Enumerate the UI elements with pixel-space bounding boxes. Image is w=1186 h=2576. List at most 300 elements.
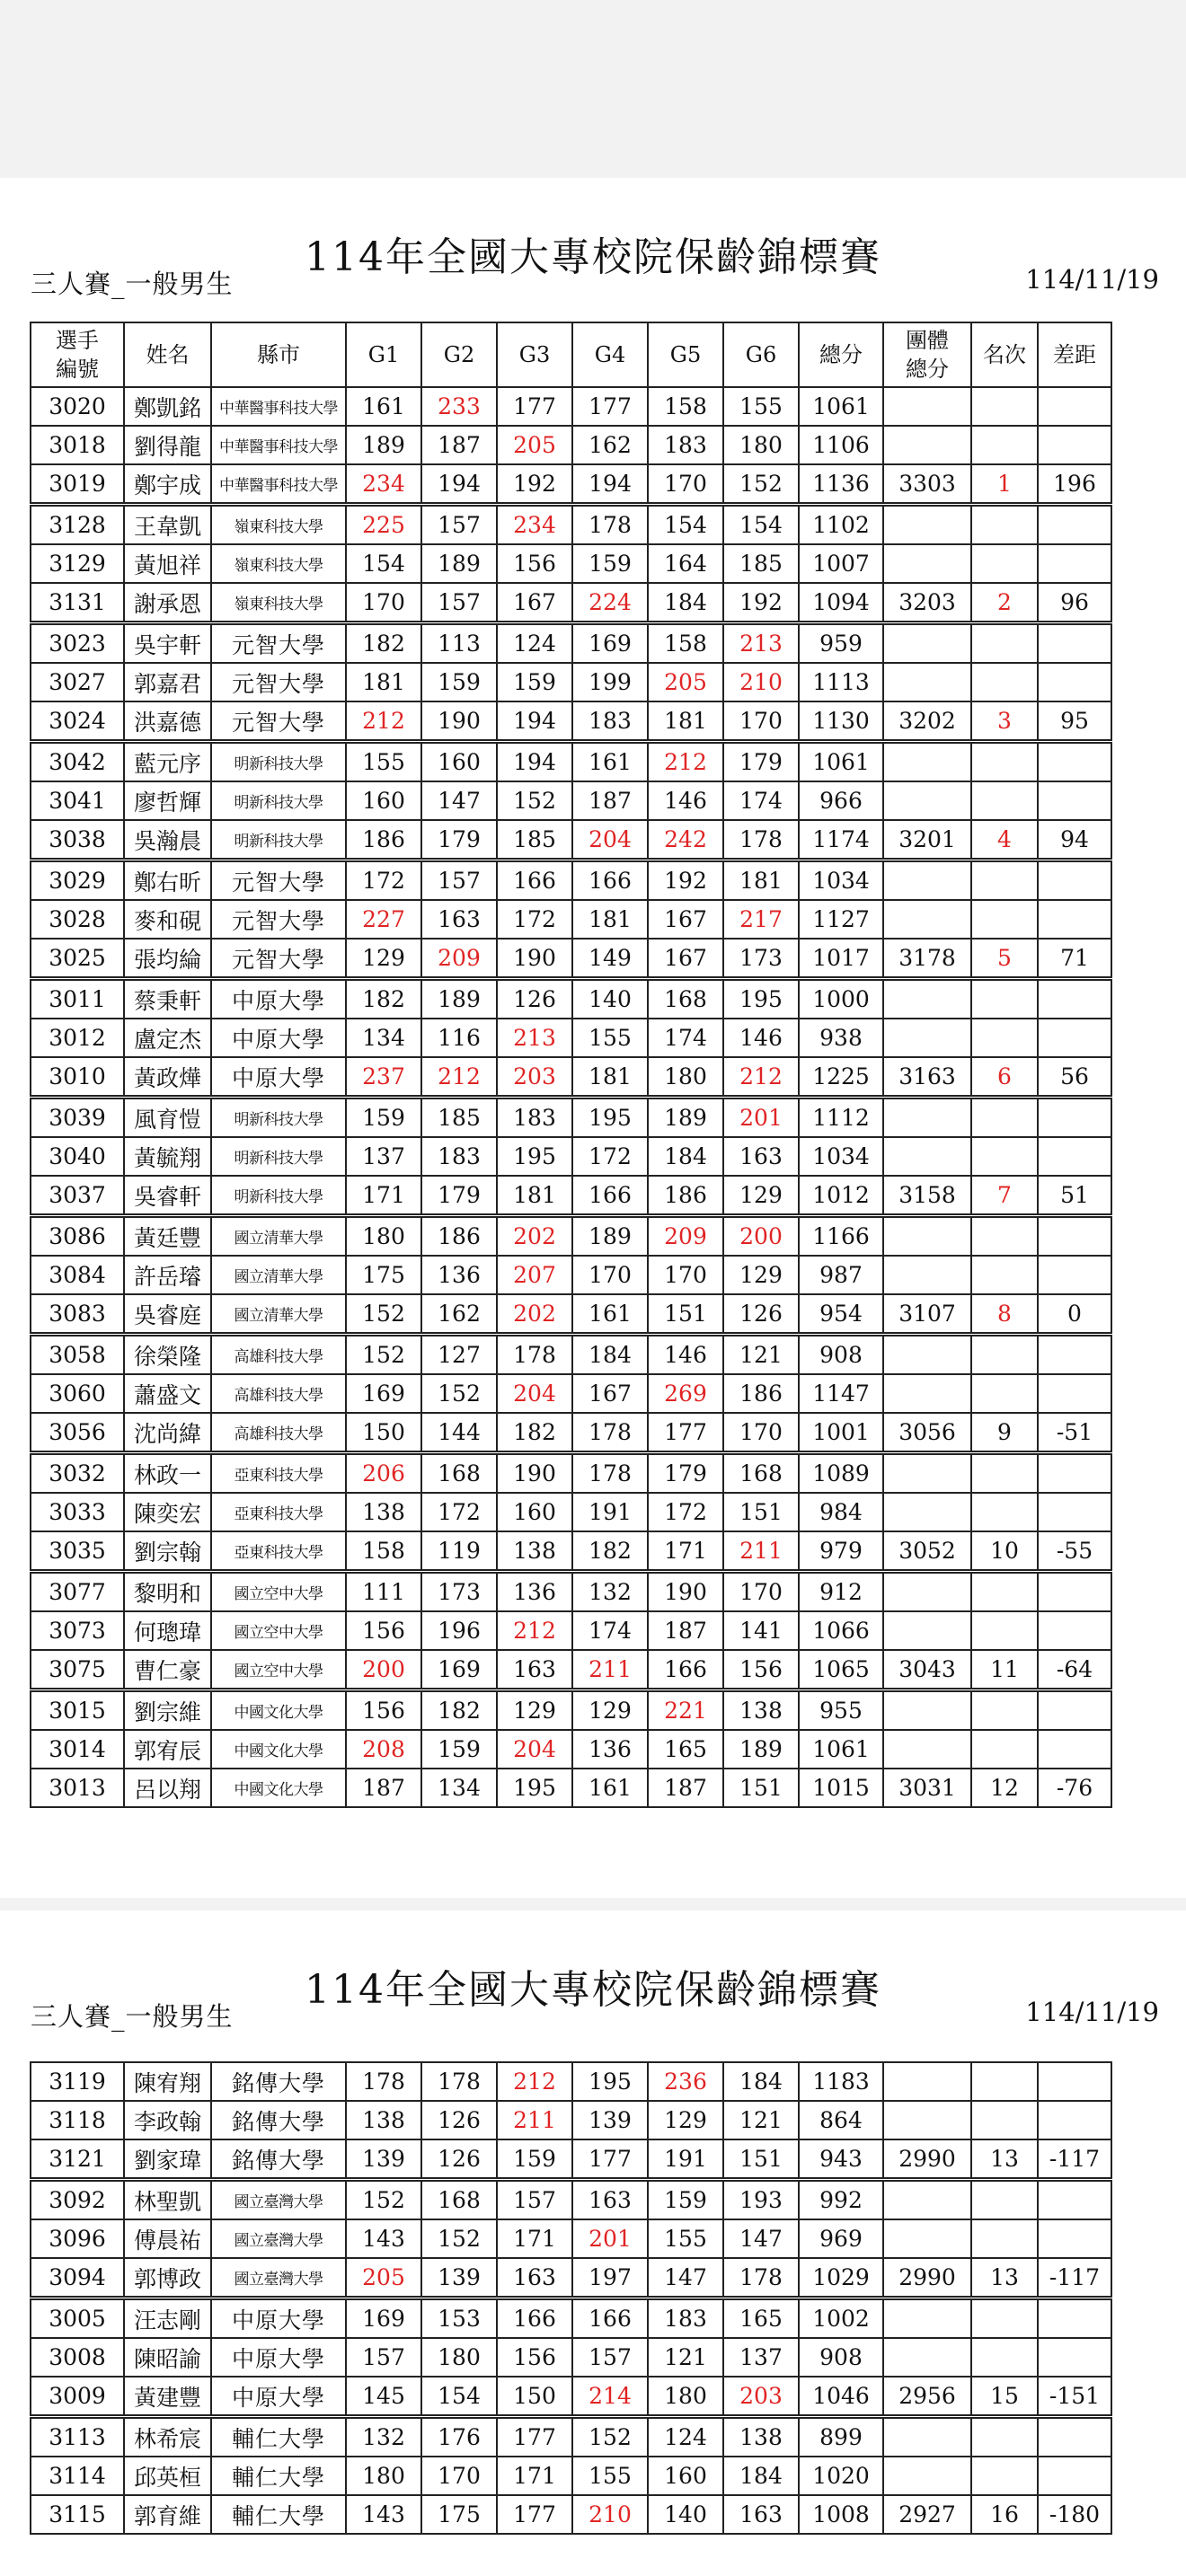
rank-cell bbox=[971, 663, 1038, 701]
game-6-score-cell: 121 bbox=[723, 2101, 799, 2139]
game-4-score-cell: 184 bbox=[572, 1335, 648, 1375]
game-5-score-cell: 174 bbox=[648, 1019, 723, 1057]
player-id-cell: 3008 bbox=[31, 2338, 124, 2377]
game-2-score-cell: 153 bbox=[421, 2298, 497, 2339]
diff-cell bbox=[1038, 2417, 1111, 2457]
table-row bbox=[31, 1098, 1111, 1138]
diff-cell bbox=[1038, 2338, 1111, 2377]
game-5-score-cell: 236 bbox=[648, 2062, 723, 2101]
team-total-cell bbox=[883, 1216, 971, 1257]
school-cell: 中國文化大學 bbox=[211, 1769, 346, 1807]
game-3-score-cell: 157 bbox=[497, 2180, 572, 2220]
player-name-cell: 藍元序 bbox=[124, 742, 211, 782]
game-2-score-cell: 233 bbox=[421, 387, 497, 426]
game-5-score-cell: 191 bbox=[648, 2139, 723, 2180]
game-2-score-cell: 172 bbox=[421, 1493, 497, 1531]
game-6-score-cell: 189 bbox=[723, 1730, 799, 1769]
rank-cell bbox=[971, 623, 1038, 664]
table-row bbox=[31, 820, 1111, 860]
game-3-score-cell: 190 bbox=[497, 1453, 572, 1494]
header-g3: G3 bbox=[497, 322, 572, 387]
game-1-score-cell: 139 bbox=[346, 2139, 421, 2180]
table-row bbox=[31, 701, 1111, 742]
total-cell: 1008 bbox=[799, 2495, 883, 2534]
total-cell: 1061 bbox=[799, 387, 883, 426]
rank-cell: 5 bbox=[971, 939, 1038, 979]
game-6-score-cell: 154 bbox=[723, 505, 799, 545]
game-1-score-cell: 160 bbox=[346, 781, 421, 820]
table-row bbox=[31, 2219, 1111, 2258]
player-name-cell: 李政翰 bbox=[124, 2101, 211, 2139]
school-cell: 中原大學 bbox=[211, 1057, 346, 1098]
game-3-score-cell: 194 bbox=[497, 701, 572, 742]
game-6-score-cell: 129 bbox=[723, 1176, 799, 1216]
game-2-score-cell: 126 bbox=[421, 2101, 497, 2139]
player-name-cell: 黃毓翔 bbox=[124, 1137, 211, 1176]
game-4-score-cell: 210 bbox=[572, 2495, 648, 2534]
table-row bbox=[31, 1256, 1111, 1294]
game-5-score-cell: 155 bbox=[648, 2219, 723, 2258]
game-4-score-cell: 162 bbox=[572, 426, 648, 464]
game-2-score-cell: 176 bbox=[421, 2417, 497, 2457]
total-cell: 1007 bbox=[799, 544, 883, 583]
team-total-cell: 2990 bbox=[883, 2139, 971, 2180]
game-3-score-cell: 182 bbox=[497, 1413, 572, 1453]
game-4-score-cell: 166 bbox=[572, 860, 648, 901]
game-5-score-cell: 154 bbox=[648, 505, 723, 545]
school-cell: 輔仁大學 bbox=[211, 2457, 346, 2495]
game-5-score-cell: 167 bbox=[648, 939, 723, 979]
team-total-cell bbox=[883, 1374, 971, 1413]
team-total-cell: 2927 bbox=[883, 2495, 971, 2534]
school-cell: 明新科技大學 bbox=[211, 1137, 346, 1176]
total-cell: 1046 bbox=[799, 2377, 883, 2417]
game-5-score-cell: 181 bbox=[648, 701, 723, 742]
team-total-cell bbox=[883, 2338, 971, 2377]
game-1-score-cell: 143 bbox=[346, 2495, 421, 2534]
game-3-score-cell: 205 bbox=[497, 426, 572, 464]
school-cell: 元智大學 bbox=[211, 623, 346, 664]
table-row bbox=[31, 663, 1111, 701]
event-subtitle-2: 三人賽_一般男生 bbox=[31, 2001, 234, 2032]
school-cell: 中國文化大學 bbox=[211, 1690, 346, 1731]
total-cell: 1106 bbox=[799, 426, 883, 464]
game-3-score-cell: 150 bbox=[497, 2377, 572, 2417]
school-cell: 元智大學 bbox=[211, 860, 346, 901]
game-1-score-cell: 175 bbox=[346, 1256, 421, 1294]
school-cell: 亞東科技大學 bbox=[211, 1531, 346, 1572]
school-cell: 嶺東科技大學 bbox=[211, 544, 346, 583]
player-id-cell: 3009 bbox=[31, 2377, 124, 2417]
diff-cell bbox=[1038, 2180, 1111, 2220]
game-5-score-cell: 164 bbox=[648, 544, 723, 583]
game-4-score-cell: 183 bbox=[572, 701, 648, 742]
game-4-score-cell: 161 bbox=[572, 1294, 648, 1335]
player-id-cell: 3113 bbox=[31, 2417, 124, 2457]
game-1-score-cell: 158 bbox=[346, 1531, 421, 1572]
school-cell: 中原大學 bbox=[211, 1019, 346, 1057]
game-2-score-cell: 134 bbox=[421, 1769, 497, 1807]
game-6-score-cell: 168 bbox=[723, 1453, 799, 1494]
player-name-cell: 曹仁豪 bbox=[124, 1650, 211, 1690]
player-id-cell: 3073 bbox=[31, 1611, 124, 1650]
event-date-2: 114/11/19 bbox=[1025, 1997, 1159, 2027]
game-5-score-cell: 121 bbox=[648, 2338, 723, 2377]
game-4-score-cell: 224 bbox=[572, 583, 648, 623]
game-4-score-cell: 159 bbox=[572, 544, 648, 583]
game-5-score-cell: 170 bbox=[648, 464, 723, 505]
table-row bbox=[31, 1176, 1111, 1216]
event-subtitle: 三人賽_一般男生 bbox=[31, 269, 234, 299]
team-total-cell bbox=[883, 2219, 971, 2258]
diff-cell bbox=[1038, 2062, 1111, 2101]
team-total-cell bbox=[883, 1453, 971, 1494]
game-2-score-cell: 168 bbox=[421, 1453, 497, 1494]
total-cell: 864 bbox=[799, 2101, 883, 2139]
team-total-cell: 3052 bbox=[883, 1531, 971, 1572]
game-2-score-cell: 157 bbox=[421, 505, 497, 545]
school-cell: 中華醫事科技大學 bbox=[211, 387, 346, 426]
diff-cell bbox=[1038, 979, 1111, 1019]
table-row bbox=[31, 2495, 1111, 2534]
player-name-cell: 鄭凱銘 bbox=[124, 387, 211, 426]
game-2-score-cell: 170 bbox=[421, 2457, 497, 2495]
game-6-score-cell: 184 bbox=[723, 2062, 799, 2101]
rank-cell bbox=[971, 2062, 1038, 2101]
player-id-cell: 3011 bbox=[31, 979, 124, 1019]
diff-cell bbox=[1038, 544, 1111, 583]
player-id-cell: 3027 bbox=[31, 663, 124, 701]
player-name-cell: 吳宇軒 bbox=[124, 623, 211, 664]
game-6-score-cell: 163 bbox=[723, 2495, 799, 2534]
event-date: 114/11/19 bbox=[1025, 264, 1159, 295]
player-id-cell: 3038 bbox=[31, 820, 124, 860]
player-name-cell: 呂以翔 bbox=[124, 1769, 211, 1807]
total-cell: 1002 bbox=[799, 2298, 883, 2339]
player-name-cell: 徐榮隆 bbox=[124, 1335, 211, 1375]
table-row bbox=[31, 387, 1111, 426]
table-row bbox=[31, 2180, 1111, 2220]
team-total-cell bbox=[883, 742, 971, 782]
game-1-score-cell: 145 bbox=[346, 2377, 421, 2417]
rank-cell bbox=[971, 1256, 1038, 1294]
rank-cell: 8 bbox=[971, 1294, 1038, 1335]
game-2-score-cell: 154 bbox=[421, 2377, 497, 2417]
game-1-score-cell: 159 bbox=[346, 1098, 421, 1138]
game-4-score-cell: 181 bbox=[572, 900, 648, 939]
team-total-cell bbox=[883, 781, 971, 820]
rank-cell: 11 bbox=[971, 1650, 1038, 1690]
player-id-cell: 3012 bbox=[31, 1019, 124, 1057]
game-3-score-cell: 181 bbox=[497, 1176, 572, 1216]
team-total-cell bbox=[883, 1730, 971, 1769]
game-2-score-cell: 173 bbox=[421, 1572, 497, 1612]
game-3-score-cell: 207 bbox=[497, 1256, 572, 1294]
game-5-score-cell: 146 bbox=[648, 1335, 723, 1375]
school-cell: 嶺東科技大學 bbox=[211, 583, 346, 623]
table-row bbox=[31, 1294, 1111, 1335]
rank-cell: 13 bbox=[971, 2139, 1038, 2180]
game-1-score-cell: 157 bbox=[346, 2338, 421, 2377]
game-6-score-cell: 129 bbox=[723, 1256, 799, 1294]
game-2-score-cell: 152 bbox=[421, 2219, 497, 2258]
rank-cell: 1 bbox=[971, 464, 1038, 505]
game-3-score-cell: 124 bbox=[497, 623, 572, 664]
team-total-cell bbox=[883, 860, 971, 901]
rank-cell: 9 bbox=[971, 1413, 1038, 1453]
school-cell: 高雄科技大學 bbox=[211, 1335, 346, 1375]
game-6-score-cell: 170 bbox=[723, 1572, 799, 1612]
game-3-score-cell: 195 bbox=[497, 1769, 572, 1807]
game-1-score-cell: 134 bbox=[346, 1019, 421, 1057]
school-cell: 元智大學 bbox=[211, 939, 346, 979]
table-row bbox=[31, 426, 1111, 464]
game-2-score-cell: 209 bbox=[421, 939, 497, 979]
game-4-score-cell: 129 bbox=[572, 1690, 648, 1731]
game-5-score-cell: 242 bbox=[648, 820, 723, 860]
school-cell: 國立空中大學 bbox=[211, 1572, 346, 1612]
game-4-score-cell: 191 bbox=[572, 1493, 648, 1531]
team-total-cell bbox=[883, 1493, 971, 1531]
diff-cell: -76 bbox=[1038, 1769, 1111, 1807]
game-3-score-cell: 177 bbox=[497, 387, 572, 426]
game-1-score-cell: 169 bbox=[346, 2298, 421, 2339]
results-table-2 bbox=[30, 2061, 1112, 2535]
game-2-score-cell: 196 bbox=[421, 1611, 497, 1650]
game-4-score-cell: 161 bbox=[572, 1769, 648, 1807]
player-name-cell: 王韋凱 bbox=[124, 505, 211, 545]
player-name-cell: 許岳璿 bbox=[124, 1256, 211, 1294]
game-5-score-cell: 221 bbox=[648, 1690, 723, 1731]
rank-cell bbox=[971, 1137, 1038, 1176]
game-4-score-cell: 140 bbox=[572, 979, 648, 1019]
game-1-score-cell: 206 bbox=[346, 1453, 421, 1494]
player-name-cell: 鄭右昕 bbox=[124, 860, 211, 901]
player-name-cell: 蕭盛文 bbox=[124, 1374, 211, 1413]
header-rank: 名次 bbox=[971, 322, 1038, 387]
game-5-score-cell: 179 bbox=[648, 1453, 723, 1494]
game-1-score-cell: 234 bbox=[346, 464, 421, 505]
game-6-score-cell: 152 bbox=[723, 464, 799, 505]
game-5-score-cell: 159 bbox=[648, 2180, 723, 2220]
player-id-cell: 3010 bbox=[31, 1057, 124, 1098]
table-row bbox=[31, 2457, 1111, 2495]
team-total-cell bbox=[883, 1611, 971, 1650]
game-4-score-cell: 166 bbox=[572, 2298, 648, 2339]
school-cell: 元智大學 bbox=[211, 663, 346, 701]
game-5-score-cell: 180 bbox=[648, 2377, 723, 2417]
game-4-score-cell: 178 bbox=[572, 1453, 648, 1494]
player-id-cell: 3018 bbox=[31, 426, 124, 464]
game-6-score-cell: 156 bbox=[723, 1650, 799, 1690]
game-3-score-cell: 160 bbox=[497, 1493, 572, 1531]
diff-cell bbox=[1038, 1098, 1111, 1138]
game-6-score-cell: 211 bbox=[723, 1531, 799, 1572]
game-6-score-cell: 174 bbox=[723, 781, 799, 820]
rank-cell bbox=[971, 2298, 1038, 2339]
game-3-score-cell: 195 bbox=[497, 1137, 572, 1176]
school-cell: 中華醫事科技大學 bbox=[211, 426, 346, 464]
rank-cell bbox=[971, 2338, 1038, 2377]
school-cell: 國立清華大學 bbox=[211, 1216, 346, 1257]
school-cell: 國立臺灣大學 bbox=[211, 2219, 346, 2258]
game-3-score-cell: 185 bbox=[497, 820, 572, 860]
diff-cell bbox=[1038, 2457, 1111, 2495]
total-cell: 954 bbox=[799, 1294, 883, 1335]
player-id-cell: 3077 bbox=[31, 1572, 124, 1612]
table-row bbox=[31, 939, 1111, 979]
game-4-score-cell: 163 bbox=[572, 2180, 648, 2220]
table-row bbox=[31, 2101, 1111, 2139]
game-1-score-cell: 161 bbox=[346, 387, 421, 426]
game-4-score-cell: 167 bbox=[572, 1374, 648, 1413]
game-3-score-cell: 129 bbox=[497, 1690, 572, 1731]
table-row bbox=[31, 2062, 1111, 2101]
rank-cell bbox=[971, 387, 1038, 426]
diff-cell bbox=[1038, 1611, 1111, 1650]
game-3-score-cell: 167 bbox=[497, 583, 572, 623]
game-2-score-cell: 175 bbox=[421, 2495, 497, 2534]
rank-cell bbox=[971, 2417, 1038, 2457]
game-6-score-cell: 147 bbox=[723, 2219, 799, 2258]
game-1-score-cell: 178 bbox=[346, 2062, 421, 2101]
rank-cell: 7 bbox=[971, 1176, 1038, 1216]
game-6-score-cell: 170 bbox=[723, 1413, 799, 1453]
team-total-cell: 3178 bbox=[883, 939, 971, 979]
player-id-cell: 3040 bbox=[31, 1137, 124, 1176]
header-diff: 差距 bbox=[1038, 322, 1111, 387]
school-cell: 中原大學 bbox=[211, 2338, 346, 2377]
game-3-score-cell: 159 bbox=[497, 2139, 572, 2180]
team-total-cell bbox=[883, 2062, 971, 2101]
game-6-score-cell: 178 bbox=[723, 820, 799, 860]
school-cell: 元智大學 bbox=[211, 701, 346, 742]
total-cell: 1029 bbox=[799, 2258, 883, 2298]
game-5-score-cell: 177 bbox=[648, 1413, 723, 1453]
game-5-score-cell: 124 bbox=[648, 2417, 723, 2457]
diff-cell bbox=[1038, 781, 1111, 820]
game-6-score-cell: 180 bbox=[723, 426, 799, 464]
game-5-score-cell: 186 bbox=[648, 1176, 723, 1216]
game-2-score-cell: 136 bbox=[421, 1256, 497, 1294]
table-row bbox=[31, 2377, 1111, 2417]
game-3-score-cell: 178 bbox=[497, 1335, 572, 1375]
table-row bbox=[31, 1769, 1111, 1807]
team-total-cell: 3043 bbox=[883, 1650, 971, 1690]
player-id-cell: 3092 bbox=[31, 2180, 124, 2220]
school-cell: 嶺東科技大學 bbox=[211, 505, 346, 545]
total-cell: 1012 bbox=[799, 1176, 883, 1216]
diff-cell bbox=[1038, 1730, 1111, 1769]
team-total-cell bbox=[883, 1690, 971, 1731]
header-g4: G4 bbox=[572, 322, 648, 387]
game-4-score-cell: 197 bbox=[572, 2258, 648, 2298]
game-3-score-cell: 202 bbox=[497, 1216, 572, 1257]
rank-cell bbox=[971, 1374, 1038, 1413]
school-cell: 輔仁大學 bbox=[211, 2495, 346, 2534]
player-name-cell: 林聖凱 bbox=[124, 2180, 211, 2220]
game-4-score-cell: 194 bbox=[572, 464, 648, 505]
school-cell: 國立臺灣大學 bbox=[211, 2258, 346, 2298]
total-cell: 1102 bbox=[799, 505, 883, 545]
game-6-score-cell: 213 bbox=[723, 623, 799, 664]
game-1-score-cell: 111 bbox=[346, 1572, 421, 1612]
table-row bbox=[31, 1137, 1111, 1176]
diff-cell bbox=[1038, 1137, 1111, 1176]
table-row bbox=[31, 544, 1111, 583]
game-3-score-cell: 211 bbox=[497, 2101, 572, 2139]
game-1-score-cell: 169 bbox=[346, 1374, 421, 1413]
diff-cell bbox=[1038, 663, 1111, 701]
school-cell: 銘傳大學 bbox=[211, 2062, 346, 2101]
diff-cell: 95 bbox=[1038, 701, 1111, 742]
table-row bbox=[31, 2258, 1111, 2298]
game-5-score-cell: 129 bbox=[648, 2101, 723, 2139]
table-row bbox=[31, 1493, 1111, 1531]
game-4-score-cell: 195 bbox=[572, 2062, 648, 2101]
rank-cell bbox=[971, 2101, 1038, 2139]
game-4-score-cell: 187 bbox=[572, 781, 648, 820]
rank-cell bbox=[971, 2180, 1038, 2220]
total-cell: 1094 bbox=[799, 583, 883, 623]
game-2-score-cell: 144 bbox=[421, 1413, 497, 1453]
game-4-score-cell: 189 bbox=[572, 1216, 648, 1257]
rank-cell bbox=[971, 1730, 1038, 1769]
team-total-cell bbox=[883, 387, 971, 426]
school-cell: 亞東科技大學 bbox=[211, 1453, 346, 1494]
player-id-cell: 3035 bbox=[31, 1531, 124, 1572]
total-cell: 1061 bbox=[799, 1730, 883, 1769]
game-6-score-cell: 186 bbox=[723, 1374, 799, 1413]
diff-cell: -180 bbox=[1038, 2495, 1111, 2534]
player-id-cell: 3115 bbox=[31, 2495, 124, 2534]
player-id-cell: 3019 bbox=[31, 464, 124, 505]
header-team-total: 團體 總分 bbox=[883, 322, 971, 387]
school-cell: 中原大學 bbox=[211, 2377, 346, 2417]
player-id-cell: 3075 bbox=[31, 1650, 124, 1690]
player-name-cell: 劉得龍 bbox=[124, 426, 211, 464]
rank-cell bbox=[971, 426, 1038, 464]
school-cell: 國立空中大學 bbox=[211, 1650, 346, 1690]
player-id-cell: 3128 bbox=[31, 505, 124, 545]
game-2-score-cell: 168 bbox=[421, 2180, 497, 2220]
game-5-score-cell: 183 bbox=[648, 2298, 723, 2339]
table-row bbox=[31, 1216, 1111, 1257]
game-3-score-cell: 203 bbox=[497, 1057, 572, 1098]
player-name-cell: 吳瀚晨 bbox=[124, 820, 211, 860]
game-1-score-cell: 227 bbox=[346, 900, 421, 939]
player-name-cell: 風育愷 bbox=[124, 1098, 211, 1138]
diff-cell: -117 bbox=[1038, 2139, 1111, 2180]
game-2-score-cell: 116 bbox=[421, 1019, 497, 1057]
table-row bbox=[31, 900, 1111, 939]
game-1-score-cell: 143 bbox=[346, 2219, 421, 2258]
player-name-cell: 蔡秉軒 bbox=[124, 979, 211, 1019]
game-5-score-cell: 209 bbox=[648, 1216, 723, 1257]
game-5-score-cell: 184 bbox=[648, 1137, 723, 1176]
player-id-cell: 3020 bbox=[31, 387, 124, 426]
team-total-cell bbox=[883, 1335, 971, 1375]
game-4-score-cell: 169 bbox=[572, 623, 648, 664]
game-2-score-cell: 189 bbox=[421, 544, 497, 583]
game-1-score-cell: 156 bbox=[346, 1611, 421, 1650]
game-4-score-cell: 155 bbox=[572, 1019, 648, 1057]
rank-cell: 16 bbox=[971, 2495, 1038, 2534]
rank-cell bbox=[971, 860, 1038, 901]
game-2-score-cell: 180 bbox=[421, 2338, 497, 2377]
game-3-score-cell: 194 bbox=[497, 742, 572, 782]
game-5-score-cell: 146 bbox=[648, 781, 723, 820]
